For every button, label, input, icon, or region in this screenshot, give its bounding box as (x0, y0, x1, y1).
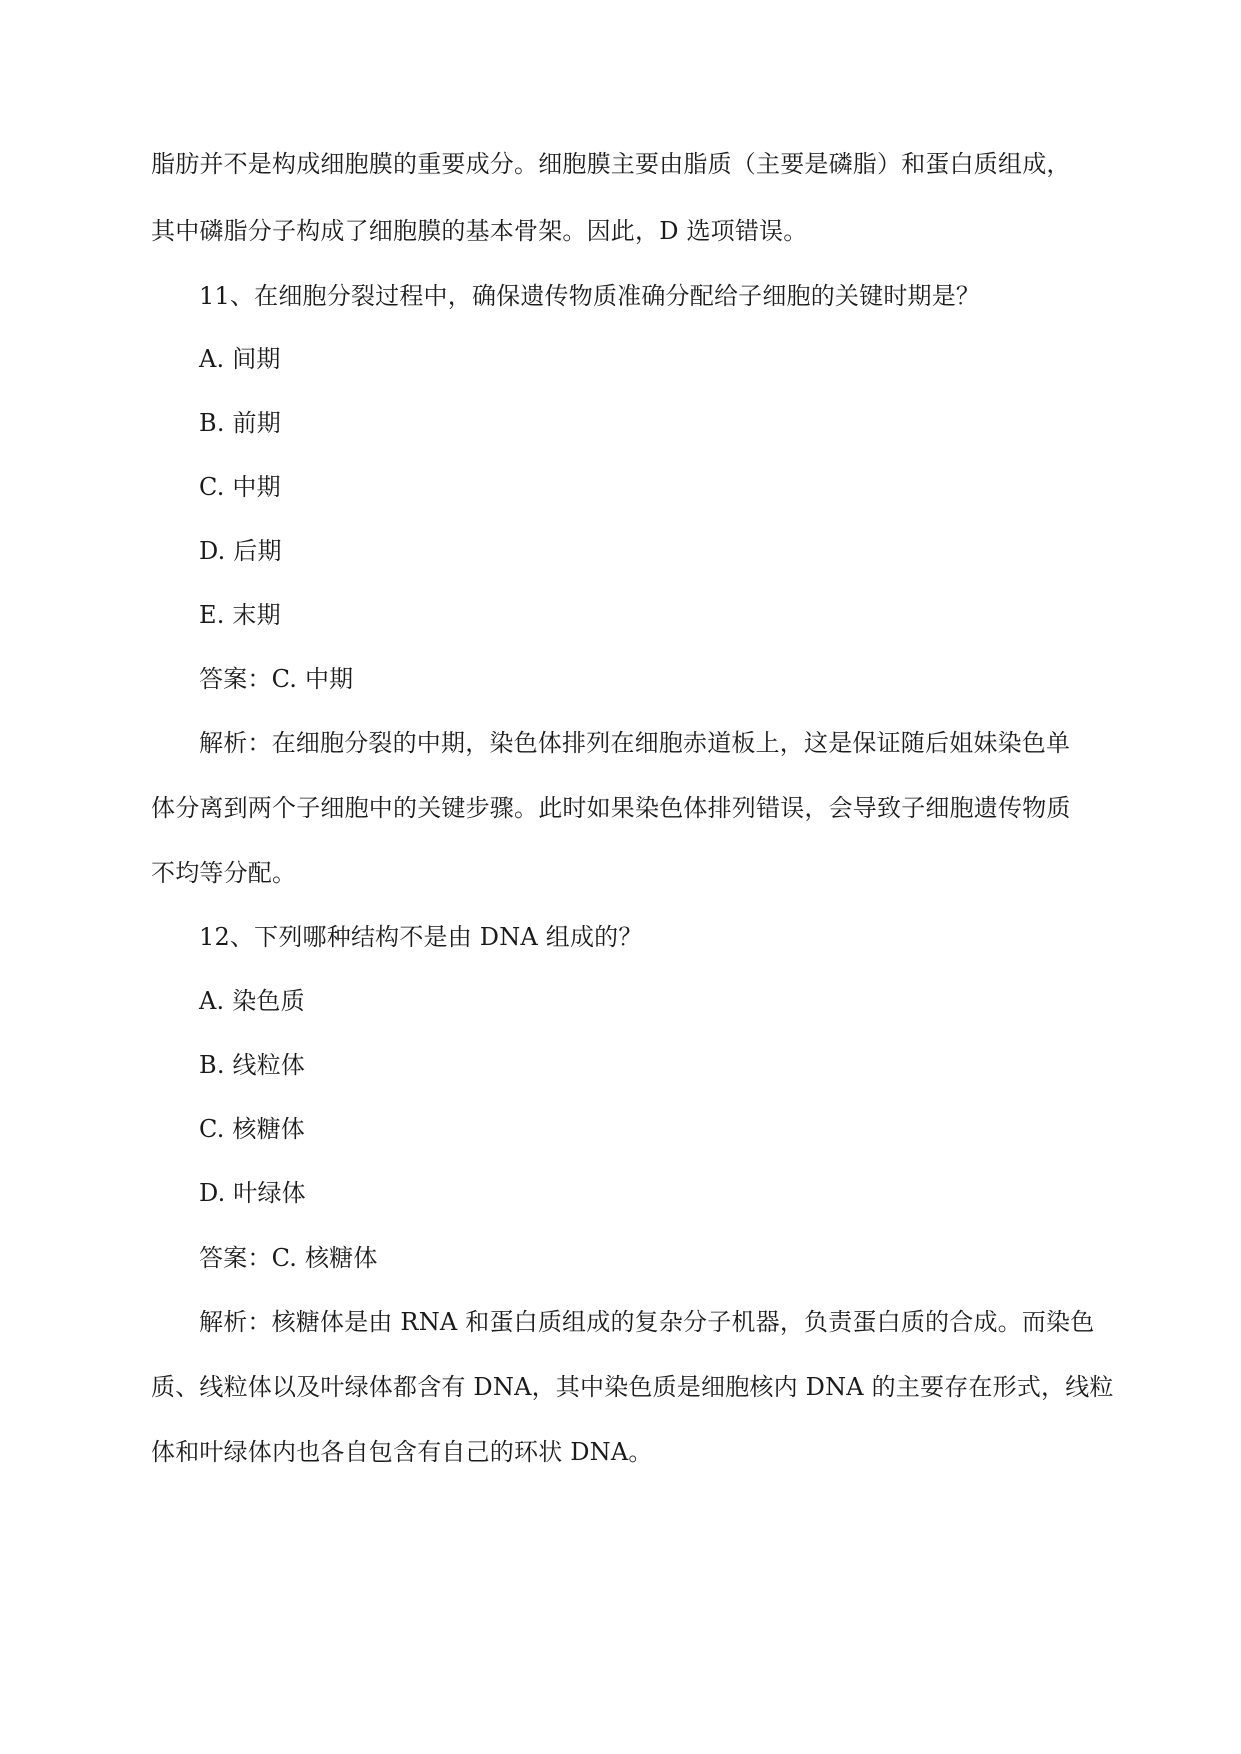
q11-analysis-line-2: 体分离到两个子细胞中的关键步骤。此时如果染色体排列错误，会导致子细胞遗传物质 (151, 794, 1071, 822)
q12-analysis-line-3: 体和叶绿体内也各自包含有自己的环状 DNA。 (151, 1438, 653, 1466)
q12-option-d: D. 叶绿体 (199, 1179, 306, 1207)
intro-line-2: 其中磷脂分子构成了细胞膜的基本骨架。因此，D 选项错误。 (151, 217, 808, 245)
q12-option-a: A. 染色质 (199, 987, 305, 1015)
q11-option-e: E. 末期 (199, 601, 281, 629)
question-12: 12、下列哪种结构不是由 DNA 组成的？ (199, 923, 643, 951)
q11-analysis-line-1: 解析：在细胞分裂的中期，染色体排列在细胞赤道板上，这是保证随后姐妹染色单 (199, 729, 1071, 757)
q11-option-c: C. 中期 (199, 473, 281, 501)
q11-option-d: D. 后期 (199, 537, 282, 565)
q12-analysis-line-1: 解析：核糖体是由 RNA 和蛋白质组成的复杂分子机器，负责蛋白质的合成。而染色 (199, 1308, 1095, 1336)
question-11: 11、在细胞分裂过程中，确保遗传物质准确分配给子细胞的关键时期是？ (199, 282, 981, 310)
q12-analysis-line-2: 质、线粒体以及叶绿体都含有 DNA，其中染色质是细胞核内 DNA 的主要存在形式，线粒 (151, 1373, 1114, 1401)
q11-option-b: B. 前期 (199, 409, 281, 437)
q12-option-c: C. 核糖体 (199, 1115, 305, 1143)
q11-analysis-line-3: 不均等分配。 (151, 859, 297, 887)
q12-answer: 答案：C. 核糖体 (199, 1244, 378, 1272)
q12-option-b: B. 线粒体 (199, 1051, 306, 1079)
q11-answer: 答案：C. 中期 (199, 665, 354, 693)
intro-line-1: 脂肪并不是构成细胞膜的重要成分。细胞膜主要由脂质（主要是磷脂）和蛋白质组成， (151, 150, 1071, 178)
q11-option-a: A. 间期 (199, 345, 281, 373)
